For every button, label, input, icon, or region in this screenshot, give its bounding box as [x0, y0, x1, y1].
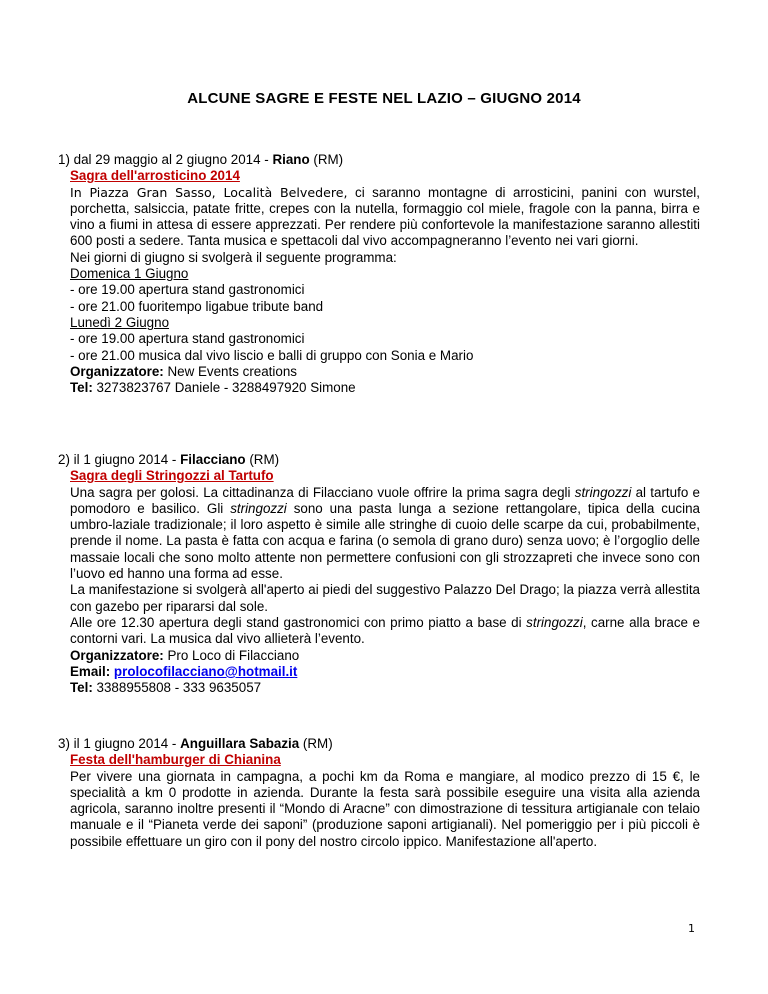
program-item: - ore 19.00 apertura stand gastronomici: [70, 282, 305, 298]
program-item: - ore 21.00 musica dal vivo liscio e balli di gruppo con Sonia e Mario: [70, 347, 474, 363]
event-place: Filacciano: [180, 452, 246, 467]
event-description: In Piazza Gran Sasso, Località Belvedere, ci saranno montagne di arrosticini, panini con wurstel, porchetta, salsiccia, patate fritte, crepes con la nutella, formaggio col miele, fragole con la panna, birra e vino a fiumi in attesa di essere apprezzati. Per rendere più confortevole la manifestazione saranno allestiti 600 posti a sedere. Tanta musica e spettacoli dal vivo accompagneranno l’evento nei vari giorni.: [70, 184, 700, 249]
event-number: 2): [58, 452, 70, 467]
program-intro: Nei giorni di giugno si svolgerà il seguente programma:: [70, 249, 397, 265]
event-date: il 1 giugno 2014 -: [73, 452, 181, 467]
event-header: [58, 152, 688, 168]
program-item: - ore 19.00 apertura stand gastronomici: [70, 331, 305, 347]
event-province: (RM): [299, 736, 333, 751]
event-3: [58, 736, 700, 850]
event-place: Anguillara Sabazia: [180, 736, 300, 751]
event-title: Sagra degli Stringozzi al Tartufo: [70, 468, 274, 484]
event-schedule: Alle ore 12.30 apertura degli stand gastronomici con primo piatto a base di stringozzi, carne alla brace e contorni vari. La musica dal vivo allieterà l’evento.: [70, 614, 700, 647]
event-province: (RM): [309, 152, 344, 167]
event-number: 1): [58, 152, 70, 167]
event-header: [58, 452, 688, 468]
program-day-1: Domenica 1 Giugno: [70, 266, 189, 282]
email: Email: prolocofilacciano@hotmail.it: [70, 663, 298, 679]
event-location: In Piazza Gran Sasso, Località Belvedere,: [70, 184, 348, 200]
event-date: il 1 giugno 2014 -: [73, 736, 181, 751]
program-item: - ore 21.00 fuoritempo ligabue tribute band: [70, 298, 324, 314]
page-title: ALCUNE SAGRE E FESTE NEL LAZIO – GIUGNO 2014: [187, 90, 581, 107]
event-2: [58, 452, 700, 696]
telephone: Tel: 3273823767 Daniele - 3288497920 Simone: [70, 380, 356, 396]
email-link[interactable]: prolocofilacciano@hotmail.it: [113, 663, 298, 679]
program-day-2: Lunedì 2 Giugno: [70, 314, 170, 330]
organizer: Organizzatore: Pro Loco di Filacciano: [70, 647, 300, 663]
event-place: Riano: [272, 152, 310, 167]
event-header: [58, 736, 688, 752]
event-date: dal 29 maggio al 2 giugno 2014 -: [73, 152, 273, 167]
event-description: Una sagra per golosi. La cittadinanza di Filacciano vuole offrire la prima sagra degli stringozzi al tartufo e pomodoro e basilico. Gli stringozzi sono una pasta lunga a sezione rettangolare, tipica della cucina umbro-laziale tradizionale; il loro aspetto è simile alle stringhe di cuoio delle scarpe da cui, probabilmente, prende il nome. La pasta è fatta con acqua e farina (o semola di grano duro) senza uovo; è l’orgoglio delle massaie locali che sono molto attente non permettere confusioni con gli strozzapreti che invece sono con l’uovo ed hanno una forma ad esse.: [70, 484, 700, 582]
event-title: Festa dell'hamburger di Chianina: [70, 752, 281, 768]
organizer: Organizzatore: New Events creations: [70, 363, 297, 379]
page-number: 1: [688, 922, 695, 935]
event-title: Sagra dell'arrosticino 2014: [70, 168, 240, 184]
telephone: Tel: 3388955808 - 333 9635057: [70, 680, 262, 696]
event-1: [58, 152, 700, 396]
event-province: (RM): [245, 452, 280, 467]
event-description: Per vivere una giornata in campagna, a pochi km da Roma e mangiare, al modico prezzo di 15 €, le specialità a km 0 prodotte in azienda. Durante la festa sarà possibile eseguire una visita alla azienda agricola, saranno inoltre presenti il “Mondo di Aracne” con dimostrazione di tessitura artigianale con telaio manuale e il “Pianeta verde dei saponi” (produzione saponi artigianali). Nel pomeriggio per i più piccoli è possibile effettuare un giro con il pony del nostro circolo ippico. Manifestazione all'aperto.: [70, 768, 700, 849]
event-number: 3): [58, 736, 70, 751]
event-venue: La manifestazione si svolgerà all'aperto ai piedi del suggestivo Palazzo Del Drago; la piazza verrà allestita con gazebo per ripararsi dal sole.: [70, 582, 700, 614]
